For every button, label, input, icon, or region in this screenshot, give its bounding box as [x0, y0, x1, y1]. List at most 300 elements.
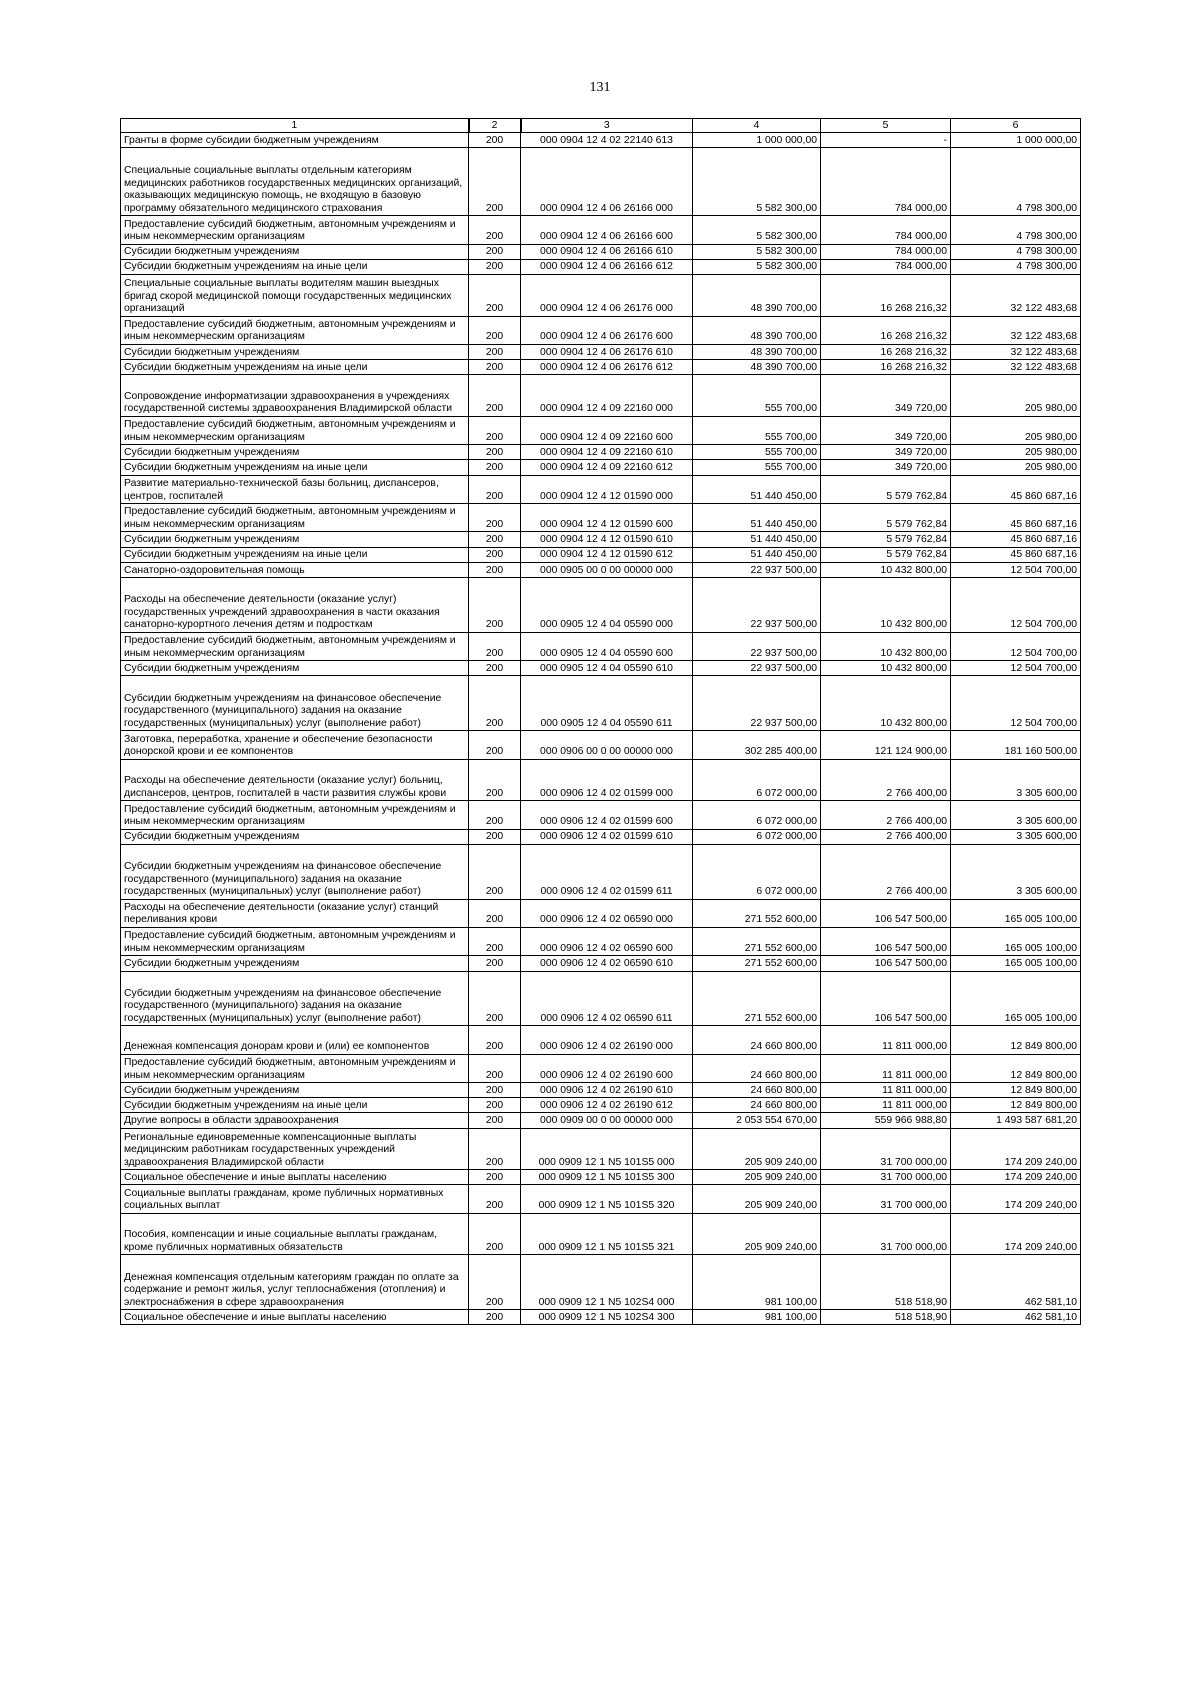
- row-value-executed-cell: 10 432 800,00: [821, 632, 951, 660]
- row-name-cell: Субсидии бюджетным учреждениям на финансовое обеспечение государственного (муниципального) задания на оказание государственных (муниципальных) услуг (выполнение работ): [121, 676, 469, 731]
- row-value-remaining-cell: 205 980,00: [951, 460, 1081, 475]
- row-admin-cell: 200: [469, 676, 521, 731]
- row-value-plan-cell: 302 285 400,00: [693, 731, 821, 759]
- row-value-plan-cell: 6 072 000,00: [693, 829, 821, 844]
- row-value-executed-cell: 16 268 216,32: [821, 316, 951, 344]
- row-admin-cell: 200: [469, 1113, 521, 1128]
- row-value-remaining-cell: 12 849 800,00: [951, 1083, 1081, 1098]
- row-value-executed-cell: 121 124 900,00: [821, 731, 951, 759]
- row-value-plan-cell: 555 700,00: [693, 460, 821, 475]
- row-value-remaining-cell: 3 305 600,00: [951, 801, 1081, 829]
- row-admin-cell: 200: [469, 416, 521, 444]
- row-admin-cell: 200: [469, 360, 521, 375]
- row-code-cell: 000 0904 12 4 06 26166 610: [521, 244, 693, 259]
- row-name-cell: Развитие материально-технической базы больниц, диспансеров, центров, госпиталей: [121, 475, 469, 503]
- row-value-executed-cell: 5 579 762,84: [821, 475, 951, 503]
- row-name-cell: Субсидии бюджетным учреждениям на иные цели: [121, 259, 469, 274]
- row-value-plan-cell: 24 660 800,00: [693, 1054, 821, 1082]
- row-code-cell: 000 0904 12 4 06 26166 600: [521, 216, 693, 244]
- row-value-executed-cell: 31 700 000,00: [821, 1128, 951, 1170]
- row-code-cell: 000 0909 12 1 N5 101S5 320: [521, 1185, 693, 1213]
- row-code-cell: 000 0906 12 4 02 01599 600: [521, 801, 693, 829]
- row-value-plan-cell: 1 000 000,00: [693, 133, 821, 148]
- row-admin-cell: 200: [469, 829, 521, 844]
- row-value-remaining-cell: 462 581,10: [951, 1255, 1081, 1310]
- table-row: [121, 731, 1081, 759]
- row-code-cell: 000 0906 12 4 02 06590 000: [521, 899, 693, 927]
- row-value-plan-cell: 981 100,00: [693, 1310, 821, 1325]
- row-value-plan-cell: 271 552 600,00: [693, 956, 821, 971]
- row-code-cell: 000 0906 12 4 02 26190 610: [521, 1083, 693, 1098]
- row-value-executed-cell: 10 432 800,00: [821, 676, 951, 731]
- row-value-plan-cell: 271 552 600,00: [693, 971, 821, 1026]
- row-name-cell: Предоставление субсидий бюджетным, автономным учреждениям и иным некоммерческим организациям: [121, 927, 469, 955]
- row-value-plan-cell: 205 909 240,00: [693, 1185, 821, 1213]
- row-value-executed-cell: 559 966 988,80: [821, 1113, 951, 1128]
- row-code-cell: 000 0909 12 1 N5 102S4 000: [521, 1255, 693, 1310]
- column-header: 6: [951, 119, 1081, 133]
- row-value-executed-cell: 16 268 216,32: [821, 344, 951, 359]
- table-row: [121, 971, 1081, 1026]
- row-value-remaining-cell: 3 305 600,00: [951, 759, 1081, 801]
- row-name-cell: Санаторно-оздоровительная помощь: [121, 562, 469, 577]
- row-name-cell: Предоставление субсидий бюджетным, автономным учреждениям и иным некоммерческим организациям: [121, 504, 469, 532]
- row-name-cell: Субсидии бюджетным учреждениям: [121, 532, 469, 547]
- row-value-plan-cell: 22 937 500,00: [693, 562, 821, 577]
- row-value-remaining-cell: 174 209 240,00: [951, 1128, 1081, 1170]
- row-code-cell: 000 0904 12 4 09 22160 610: [521, 445, 693, 460]
- table-row: [121, 927, 1081, 955]
- row-name-cell: Социальное обеспечение и иные выплаты населению: [121, 1170, 469, 1185]
- row-name-cell: Субсидии бюджетным учреждениям: [121, 445, 469, 460]
- table-row: [121, 801, 1081, 829]
- row-value-executed-cell: 2 766 400,00: [821, 759, 951, 801]
- row-code-cell: 000 0904 12 4 06 26176 600: [521, 316, 693, 344]
- row-name-cell: Специальные социальные выплаты отдельным категориям медицинских работников государственных медицинских организаций, оказывающих медицинскую помощь, не входящую в базовую программу обязательного медицинского страхования: [121, 148, 469, 216]
- column-header: 2: [469, 119, 521, 133]
- row-value-executed-cell: 106 547 500,00: [821, 899, 951, 927]
- row-value-executed-cell: 11 811 000,00: [821, 1054, 951, 1082]
- row-code-cell: 000 0909 12 1 N5 101S5 321: [521, 1213, 693, 1255]
- row-value-plan-cell: 6 072 000,00: [693, 801, 821, 829]
- row-code-cell: 000 0904 12 4 06 26166 612: [521, 259, 693, 274]
- table-row: [121, 445, 1081, 460]
- table-row: [121, 259, 1081, 274]
- row-admin-cell: 200: [469, 801, 521, 829]
- row-value-executed-cell: 106 547 500,00: [821, 971, 951, 1026]
- table-row: [121, 899, 1081, 927]
- row-code-cell: 000 0905 00 0 00 00000 000: [521, 562, 693, 577]
- row-value-executed-cell: 784 000,00: [821, 244, 951, 259]
- column-header: 3: [521, 119, 693, 133]
- row-name-cell: Субсидии бюджетным учреждениям: [121, 956, 469, 971]
- row-name-cell: Предоставление субсидий бюджетным, автономным учреждениям и иным некоммерческим организациям: [121, 801, 469, 829]
- row-value-remaining-cell: 32 122 483,68: [951, 344, 1081, 359]
- row-value-executed-cell: 31 700 000,00: [821, 1185, 951, 1213]
- row-value-remaining-cell: 45 860 687,16: [951, 547, 1081, 562]
- row-name-cell: Денежная компенсация донорам крови и (или) ее компонентов: [121, 1026, 469, 1054]
- row-admin-cell: 200: [469, 956, 521, 971]
- table-row: [121, 661, 1081, 676]
- row-value-executed-cell: 11 811 000,00: [821, 1098, 951, 1113]
- row-value-remaining-cell: 4 798 300,00: [951, 259, 1081, 274]
- row-code-cell: 000 0906 12 4 02 01599 611: [521, 844, 693, 899]
- table-row: [121, 375, 1081, 417]
- row-value-remaining-cell: 1 493 587 681,20: [951, 1113, 1081, 1128]
- row-name-cell: Предоставление субсидий бюджетным, автономным учреждениям и иным некоммерческим организациям: [121, 216, 469, 244]
- row-value-executed-cell: 16 268 216,32: [821, 274, 951, 316]
- row-admin-cell: 200: [469, 274, 521, 316]
- row-value-executed-cell: 10 432 800,00: [821, 661, 951, 676]
- row-name-cell: Субсидии бюджетным учреждениям: [121, 244, 469, 259]
- row-value-plan-cell: 205 909 240,00: [693, 1128, 821, 1170]
- row-name-cell: Субсидии бюджетным учреждениям: [121, 344, 469, 359]
- column-header: 5: [821, 119, 951, 133]
- row-admin-cell: 200: [469, 1098, 521, 1113]
- row-value-executed-cell: 2 766 400,00: [821, 801, 951, 829]
- row-value-executed-cell: 5 579 762,84: [821, 504, 951, 532]
- row-name-cell: Расходы на обеспечение деятельности (оказание услуг) станций переливания крови: [121, 899, 469, 927]
- row-name-cell: Социальные выплаты гражданам, кроме публичных нормативных социальных выплат: [121, 1185, 469, 1213]
- row-admin-cell: 200: [469, 504, 521, 532]
- row-code-cell: 000 0904 12 4 09 22160 000: [521, 375, 693, 417]
- row-code-cell: 000 0906 12 4 02 26190 000: [521, 1026, 693, 1054]
- row-value-remaining-cell: 181 160 500,00: [951, 731, 1081, 759]
- row-admin-cell: 200: [469, 661, 521, 676]
- table-row: [121, 1213, 1081, 1255]
- row-code-cell: 000 0904 12 4 06 26176 610: [521, 344, 693, 359]
- row-value-executed-cell: 784 000,00: [821, 148, 951, 216]
- row-code-cell: 000 0909 12 1 N5 102S4 300: [521, 1310, 693, 1325]
- row-value-remaining-cell: 165 005 100,00: [951, 956, 1081, 971]
- row-value-remaining-cell: 32 122 483,68: [951, 360, 1081, 375]
- table-row: [121, 1113, 1081, 1128]
- row-admin-cell: 200: [469, 759, 521, 801]
- row-value-executed-cell: 518 518,90: [821, 1255, 951, 1310]
- row-value-remaining-cell: 4 798 300,00: [951, 244, 1081, 259]
- table-row: [121, 676, 1081, 731]
- row-name-cell: Гранты в форме субсидии бюджетным учреждениям: [121, 133, 469, 148]
- row-value-executed-cell: 31 700 000,00: [821, 1170, 951, 1185]
- table-row: [121, 578, 1081, 633]
- row-value-plan-cell: 24 660 800,00: [693, 1026, 821, 1054]
- row-value-executed-cell: 5 579 762,84: [821, 547, 951, 562]
- row-name-cell: Денежная компенсация отдельным категориям граждан по оплате за содержание и ремонт жилья, услуг теплоснабжения (отопления) и электроснабжения в сфере здравоохранения: [121, 1255, 469, 1310]
- row-admin-cell: 200: [469, 1213, 521, 1255]
- row-admin-cell: 200: [469, 1185, 521, 1213]
- row-admin-cell: 200: [469, 244, 521, 259]
- table-row: [121, 759, 1081, 801]
- row-value-remaining-cell: 174 209 240,00: [951, 1213, 1081, 1255]
- row-name-cell: Субсидии бюджетным учреждениям на финансовое обеспечение государственного (муниципального) задания на оказание государственных (муниципальных) услуг (выполнение работ): [121, 844, 469, 899]
- table-row: [121, 216, 1081, 244]
- table-row: [121, 316, 1081, 344]
- row-value-plan-cell: 22 937 500,00: [693, 578, 821, 633]
- row-name-cell: Субсидии бюджетным учреждениям на иные цели: [121, 547, 469, 562]
- row-value-executed-cell: 5 579 762,84: [821, 532, 951, 547]
- row-value-plan-cell: 48 390 700,00: [693, 274, 821, 316]
- row-name-cell: Другие вопросы в области здравоохранения: [121, 1113, 469, 1128]
- row-value-remaining-cell: 12 504 700,00: [951, 578, 1081, 633]
- row-value-plan-cell: 24 660 800,00: [693, 1083, 821, 1098]
- row-name-cell: Субсидии бюджетным учреждениям на иные цели: [121, 460, 469, 475]
- table-row: [121, 1255, 1081, 1310]
- row-value-plan-cell: 22 937 500,00: [693, 661, 821, 676]
- row-value-plan-cell: 205 909 240,00: [693, 1213, 821, 1255]
- table-row: [121, 504, 1081, 532]
- row-value-remaining-cell: 12 504 700,00: [951, 676, 1081, 731]
- row-value-executed-cell: 31 700 000,00: [821, 1213, 951, 1255]
- row-value-remaining-cell: 12 504 700,00: [951, 562, 1081, 577]
- row-code-cell: 000 0904 12 4 12 01590 600: [521, 504, 693, 532]
- row-value-plan-cell: 22 937 500,00: [693, 632, 821, 660]
- row-admin-cell: 200: [469, 475, 521, 503]
- row-value-plan-cell: 2 053 554 670,00: [693, 1113, 821, 1128]
- row-value-plan-cell: 555 700,00: [693, 445, 821, 460]
- row-value-remaining-cell: 12 849 800,00: [951, 1098, 1081, 1113]
- row-value-plan-cell: 205 909 240,00: [693, 1170, 821, 1185]
- row-value-plan-cell: 555 700,00: [693, 375, 821, 417]
- table-row: [121, 532, 1081, 547]
- row-value-remaining-cell: 165 005 100,00: [951, 927, 1081, 955]
- row-value-plan-cell: 51 440 450,00: [693, 475, 821, 503]
- row-value-plan-cell: 555 700,00: [693, 416, 821, 444]
- row-value-remaining-cell: 12 504 700,00: [951, 661, 1081, 676]
- row-code-cell: 000 0906 00 0 00 00000 000: [521, 731, 693, 759]
- row-admin-cell: 200: [469, 1255, 521, 1310]
- row-value-remaining-cell: 45 860 687,16: [951, 504, 1081, 532]
- row-value-remaining-cell: 1 000 000,00: [951, 133, 1081, 148]
- table-row: [121, 844, 1081, 899]
- row-value-plan-cell: 5 582 300,00: [693, 244, 821, 259]
- row-value-remaining-cell: 205 980,00: [951, 416, 1081, 444]
- row-value-plan-cell: 51 440 450,00: [693, 547, 821, 562]
- row-value-plan-cell: 51 440 450,00: [693, 504, 821, 532]
- row-value-remaining-cell: 3 305 600,00: [951, 829, 1081, 844]
- row-code-cell: 000 0909 12 1 N5 101S5 300: [521, 1170, 693, 1185]
- row-value-plan-cell: 48 390 700,00: [693, 344, 821, 359]
- row-value-plan-cell: 271 552 600,00: [693, 899, 821, 927]
- table-row: [121, 632, 1081, 660]
- row-value-executed-cell: 16 268 216,32: [821, 360, 951, 375]
- row-name-cell: Субсидии бюджетным учреждениям: [121, 661, 469, 676]
- row-admin-cell: 200: [469, 971, 521, 1026]
- row-code-cell: 000 0909 12 1 N5 101S5 000: [521, 1128, 693, 1170]
- row-code-cell: 000 0906 12 4 02 26190 612: [521, 1098, 693, 1113]
- row-value-plan-cell: 51 440 450,00: [693, 532, 821, 547]
- table-row: [121, 829, 1081, 844]
- table-row: [121, 1310, 1081, 1325]
- row-value-executed-cell: 349 720,00: [821, 416, 951, 444]
- table-row: [121, 1026, 1081, 1054]
- row-value-executed-cell: 2 766 400,00: [821, 844, 951, 899]
- table-row: [121, 956, 1081, 971]
- row-admin-cell: 200: [469, 460, 521, 475]
- row-value-plan-cell: 24 660 800,00: [693, 1098, 821, 1113]
- row-value-plan-cell: 5 582 300,00: [693, 216, 821, 244]
- row-admin-cell: 200: [469, 532, 521, 547]
- row-value-executed-cell: 784 000,00: [821, 216, 951, 244]
- row-value-remaining-cell: 165 005 100,00: [951, 971, 1081, 1026]
- row-code-cell: 000 0905 12 4 04 05590 610: [521, 661, 693, 676]
- row-value-remaining-cell: 32 122 483,68: [951, 316, 1081, 344]
- row-code-cell: 000 0904 12 4 12 01590 612: [521, 547, 693, 562]
- table-row: [121, 562, 1081, 577]
- row-admin-cell: 200: [469, 562, 521, 577]
- row-admin-cell: 200: [469, 259, 521, 274]
- row-value-remaining-cell: 4 798 300,00: [951, 216, 1081, 244]
- row-admin-cell: 200: [469, 632, 521, 660]
- table-row: [121, 133, 1081, 148]
- row-admin-cell: 200: [469, 344, 521, 359]
- row-name-cell: Расходы на обеспечение деятельности (оказание услуг) государственных учреждений здравоохранения в части оказания санаторно-курортного лечения детям и подросткам: [121, 578, 469, 633]
- row-value-executed-cell: 11 811 000,00: [821, 1026, 951, 1054]
- table-row: [121, 1054, 1081, 1082]
- row-name-cell: Расходы на обеспечение деятельности (оказание услуг) больниц, диспансеров, центров, госпиталей в части развития службы крови: [121, 759, 469, 801]
- row-name-cell: Предоставление субсидий бюджетным, автономным учреждениям и иным некоммерческим организациям: [121, 632, 469, 660]
- table-row: [121, 1083, 1081, 1098]
- row-code-cell: 000 0906 12 4 02 06590 600: [521, 927, 693, 955]
- row-name-cell: Субсидии бюджетным учреждениям: [121, 829, 469, 844]
- row-value-executed-cell: 2 766 400,00: [821, 829, 951, 844]
- row-value-executed-cell: 349 720,00: [821, 460, 951, 475]
- row-code-cell: 000 0906 12 4 02 26190 600: [521, 1054, 693, 1082]
- row-value-remaining-cell: 462 581,10: [951, 1310, 1081, 1325]
- row-admin-cell: 200: [469, 1170, 521, 1185]
- row-code-cell: 000 0905 12 4 04 05590 600: [521, 632, 693, 660]
- row-name-cell: Предоставление субсидий бюджетным, автономным учреждениям и иным некоммерческим организациям: [121, 1054, 469, 1082]
- column-number-row: [121, 119, 1081, 133]
- row-value-remaining-cell: 45 860 687,16: [951, 475, 1081, 503]
- row-code-cell: 000 0904 12 4 09 22160 600: [521, 416, 693, 444]
- row-name-cell: Субсидии бюджетным учреждениям: [121, 1083, 469, 1098]
- budget-table: [120, 118, 1081, 1325]
- row-name-cell: Предоставление субсидий бюджетным, автономным учреждениям и иным некоммерческим организациям: [121, 416, 469, 444]
- row-name-cell: Пособия, компенсации и иные социальные выплаты гражданам, кроме публичных нормативных обязательств: [121, 1213, 469, 1255]
- row-value-remaining-cell: 32 122 483,68: [951, 274, 1081, 316]
- table-row: [121, 148, 1081, 216]
- row-value-executed-cell: 518 518,90: [821, 1310, 951, 1325]
- table-row: [121, 416, 1081, 444]
- table-row: [121, 460, 1081, 475]
- row-value-executed-cell: 349 720,00: [821, 375, 951, 417]
- row-admin-cell: 200: [469, 844, 521, 899]
- row-admin-cell: 200: [469, 1310, 521, 1325]
- row-admin-cell: 200: [469, 547, 521, 562]
- column-header: 4: [693, 119, 821, 133]
- row-name-cell: Субсидии бюджетным учреждениям на финансовое обеспечение государственного (муниципального) задания на оказание государственных (муниципальных) услуг (выполнение работ): [121, 971, 469, 1026]
- row-value-remaining-cell: 174 209 240,00: [951, 1170, 1081, 1185]
- row-value-executed-cell: 106 547 500,00: [821, 956, 951, 971]
- row-admin-cell: 200: [469, 445, 521, 460]
- row-value-remaining-cell: 165 005 100,00: [951, 899, 1081, 927]
- row-admin-cell: 200: [469, 1054, 521, 1082]
- table-row: [121, 475, 1081, 503]
- row-admin-cell: 200: [469, 927, 521, 955]
- row-value-executed-cell: 784 000,00: [821, 259, 951, 274]
- row-value-remaining-cell: 4 798 300,00: [951, 148, 1081, 216]
- row-code-cell: 000 0904 12 4 12 01590 000: [521, 475, 693, 503]
- column-header: 1: [121, 119, 469, 133]
- row-admin-cell: 200: [469, 731, 521, 759]
- table-row: [121, 1170, 1081, 1185]
- row-code-cell: 000 0906 12 4 02 01599 000: [521, 759, 693, 801]
- row-value-remaining-cell: 174 209 240,00: [951, 1185, 1081, 1213]
- row-value-plan-cell: 6 072 000,00: [693, 844, 821, 899]
- row-code-cell: 000 0904 12 4 09 22160 612: [521, 460, 693, 475]
- row-code-cell: 000 0906 12 4 02 06590 611: [521, 971, 693, 1026]
- table-row: [121, 547, 1081, 562]
- row-admin-cell: 200: [469, 375, 521, 417]
- row-code-cell: 000 0909 00 0 00 00000 000: [521, 1113, 693, 1128]
- row-value-plan-cell: 5 582 300,00: [693, 259, 821, 274]
- row-value-plan-cell: 48 390 700,00: [693, 316, 821, 344]
- table-row: [121, 1185, 1081, 1213]
- table-row: [121, 274, 1081, 316]
- row-code-cell: 000 0904 12 4 06 26176 612: [521, 360, 693, 375]
- row-value-plan-cell: 48 390 700,00: [693, 360, 821, 375]
- row-name-cell: Субсидии бюджетным учреждениям на иные цели: [121, 360, 469, 375]
- page-number: 131: [589, 80, 611, 95]
- row-code-cell: 000 0904 12 4 06 26176 000: [521, 274, 693, 316]
- row-admin-cell: 200: [469, 1083, 521, 1098]
- table-row: [121, 1098, 1081, 1113]
- row-value-plan-cell: 981 100,00: [693, 1255, 821, 1310]
- row-value-remaining-cell: 205 980,00: [951, 445, 1081, 460]
- row-admin-cell: 200: [469, 1128, 521, 1170]
- row-value-plan-cell: 5 582 300,00: [693, 148, 821, 216]
- row-name-cell: Субсидии бюджетным учреждениям на иные цели: [121, 1098, 469, 1113]
- row-value-remaining-cell: 3 305 600,00: [951, 844, 1081, 899]
- row-code-cell: 000 0905 12 4 04 05590 000: [521, 578, 693, 633]
- row-name-cell: Специальные социальные выплаты водителям машин выездных бригад скорой медицинской помощи государственных медицинских организаций: [121, 274, 469, 316]
- row-value-remaining-cell: 12 849 800,00: [951, 1054, 1081, 1082]
- row-code-cell: 000 0905 12 4 04 05590 611: [521, 676, 693, 731]
- row-value-plan-cell: 22 937 500,00: [693, 676, 821, 731]
- table-row: [121, 344, 1081, 359]
- row-name-cell: Сопровождение информатизации здравоохранения в учреждениях государственной системы здравоохранения Владимирской области: [121, 375, 469, 417]
- table-row: [121, 1128, 1081, 1170]
- row-code-cell: 000 0904 12 4 12 01590 610: [521, 532, 693, 547]
- row-admin-cell: 200: [469, 899, 521, 927]
- table-row: [121, 244, 1081, 259]
- row-name-cell: Предоставление субсидий бюджетным, автономным учреждениям и иным некоммерческим организациям: [121, 316, 469, 344]
- table-row: [121, 360, 1081, 375]
- row-name-cell: Региональные единовременные компенсационные выплаты медицинским работникам государственных учреждений здравоохранения Владимирской области: [121, 1128, 469, 1170]
- row-value-executed-cell: 349 720,00: [821, 445, 951, 460]
- row-name-cell: Заготовка, переработка, хранение и обеспечение безопасности донорской крови и ее компонентов: [121, 731, 469, 759]
- row-admin-cell: 200: [469, 216, 521, 244]
- row-value-remaining-cell: 12 849 800,00: [951, 1026, 1081, 1054]
- row-value-executed-cell: 10 432 800,00: [821, 562, 951, 577]
- row-value-plan-cell: 6 072 000,00: [693, 759, 821, 801]
- row-value-executed-cell: 11 811 000,00: [821, 1083, 951, 1098]
- row-value-remaining-cell: 205 980,00: [951, 375, 1081, 417]
- row-admin-cell: 200: [469, 148, 521, 216]
- row-value-executed-cell: 10 432 800,00: [821, 578, 951, 633]
- row-admin-cell: 200: [469, 133, 521, 148]
- row-name-cell: Социальное обеспечение и иные выплаты населению: [121, 1310, 469, 1325]
- row-admin-cell: 200: [469, 1026, 521, 1054]
- row-admin-cell: 200: [469, 316, 521, 344]
- row-value-executed-cell: 106 547 500,00: [821, 927, 951, 955]
- row-code-cell: 000 0904 12 4 02 22140 613: [521, 133, 693, 148]
- row-value-remaining-cell: 45 860 687,16: [951, 532, 1081, 547]
- row-code-cell: 000 0906 12 4 02 06590 610: [521, 956, 693, 971]
- row-code-cell: 000 0906 12 4 02 01599 610: [521, 829, 693, 844]
- row-code-cell: 000 0904 12 4 06 26166 000: [521, 148, 693, 216]
- row-value-executed-cell: -: [821, 133, 951, 148]
